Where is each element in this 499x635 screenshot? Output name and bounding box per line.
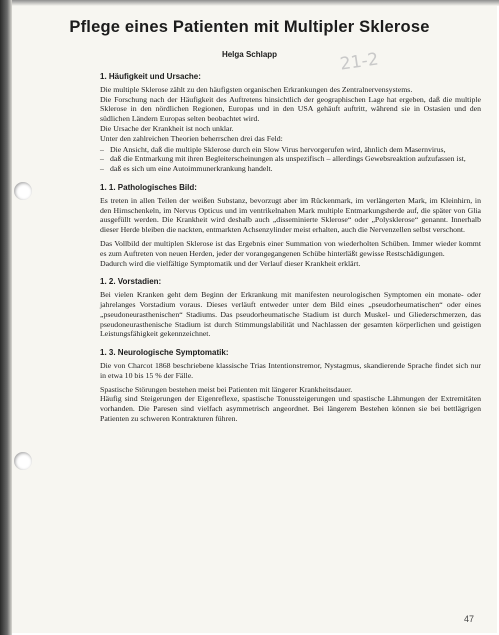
document-title: Pflege eines Patienten mit Multipler Sklerose — [69, 18, 430, 36]
punch-hole — [14, 182, 32, 200]
paragraph: Die Ursache der Krankheit ist noch unklar. — [100, 123, 234, 133]
list-item: – daß es sich um eine Autoimmunerkrankung handelt. — [110, 164, 481, 174]
theory-list — [100, 145, 481, 174]
page-number: 47 — [464, 614, 475, 624]
document-body — [100, 72, 481, 424]
section-haeufigkeit — [100, 72, 481, 174]
section-heading: 1. Häufigkeit und Ursache: — [100, 72, 201, 81]
paragraph: Es treten in allen Teilen der weißen Substanz, bevorzugt aber im Rückenmark, im verlängerten Mark, im Kleinhirn, in den Hirnschenkeln, im Nervus Opticus und im ventrikelnahen Mark multiple Entmarkungsherde auf, die später von Glia ausgefüllt werden. Die Krankheit wird deshalb auch „disseminierte Sklerose“ oder „Polysklerose“ genannt. Innerhalb dieser Herde bleiben die nackten, entmarkten Achsenzylinder meist erhalten, auch die Nervenzellen selbst verschont. — [100, 195, 481, 235]
paragraph: Unter den zahlreichen Theorien beherrschen drei das Feld: — [100, 133, 283, 143]
paragraph: Häufig sind Steigerungen der Eigenreflexe, spastische Tonussteigerungen und spastische Lähmungen der Extremitäten vorhanden. Die Paresen sind vielfach asymmetrisch angeordnet. Bei längerem Bestehen können sie bei bettlägrigen Patienten zu schweren Kontrakturen führen. — [100, 394, 481, 423]
paragraph: Die Forschung nach der Häufigkeit des Auftretens hinsichtlich der geographischen Lage hat ergeben, daß die multiple Sklerose in den nördlichen Regionen, Europas und in den USA gehäuft auftritt, während sie in Ostasien und den südlichen Ländern Europas selten beobachtet wird. — [100, 94, 481, 124]
section-neurologische-symptomatik — [100, 348, 481, 424]
section-vorstadien — [100, 277, 481, 339]
section-heading: 1. 1. Pathologisches Bild: — [100, 182, 197, 192]
section-pathologisches-bild — [100, 183, 481, 268]
scan-top-edge — [12, 0, 499, 6]
list-item: – Die Ansicht, daß die multiple Sklerose durch ein Slow Virus hervorgerufen wird, ähnlich dem Masernvirus, — [110, 145, 481, 155]
section-heading: 1. 2. Vorstadien: — [100, 277, 162, 287]
paragraph: Das Vollbild der multiplen Sklerose ist das Ergebnis einer Summation von wiederholten Schüben. Immer wieder kommt es zum Auftreten von neuen Herden, jeder der vorangegangenen Schübe hinterläßt gewisse Restschädigungen. — [100, 238, 481, 258]
paragraph: Die multiple Sklerose zählt zu den häufigsten organischen Erkrankungen des Zentralnervensystems. — [100, 84, 413, 94]
author-name: Helga Schlapp — [221, 50, 278, 59]
paragraph: Die von Charcot 1868 beschriebene klassische Trias Intentionstremor, Nystagmus, skandierende Sprache findet sich nur in etwa 10 bis 15 % der Fälle. — [100, 360, 481, 380]
paragraph: Bei vielen Kranken geht dem Beginn der Erkrankung mit manifesten neurologischen Symptomen ein monate- oder jahrelanges Vorstadium voraus. Dieses verläuft entweder unter dem Bild eines „pseudorheumatischen“ oder eines „pseudoneurasthenischen“ Stadiums. Das pseudorheumatische Stadium ist durch Muskel- und Gliederschmerzen, das pseudoneurasthenische Stadium ist durch Stimmungslabilität und Nachlassen der gesamten körperlichen und geistigen Leistungsfähigkeit gekennzeichnet. — [100, 290, 481, 339]
punch-hole — [14, 452, 32, 470]
section-heading: 1. 3. Neurologische Symptomatik: — [100, 348, 229, 358]
paragraph: Spastische Störungen bestehen meist bei Patienten mit längerer Krankheitsdauer. — [100, 384, 353, 394]
scan-edge — [0, 0, 12, 635]
paragraph: Dadurch wird die vielfältige Symptomatik und der Verlauf dieser Krankheit erklärt. — [100, 258, 361, 268]
list-item: – daß die Entmarkung mit ihren Begleiterscheinungen als unspezifisch – allerdings Gewebsreaktion aufzufassen ist, — [110, 154, 481, 164]
handwritten-note: 21-2 — [338, 49, 380, 75]
